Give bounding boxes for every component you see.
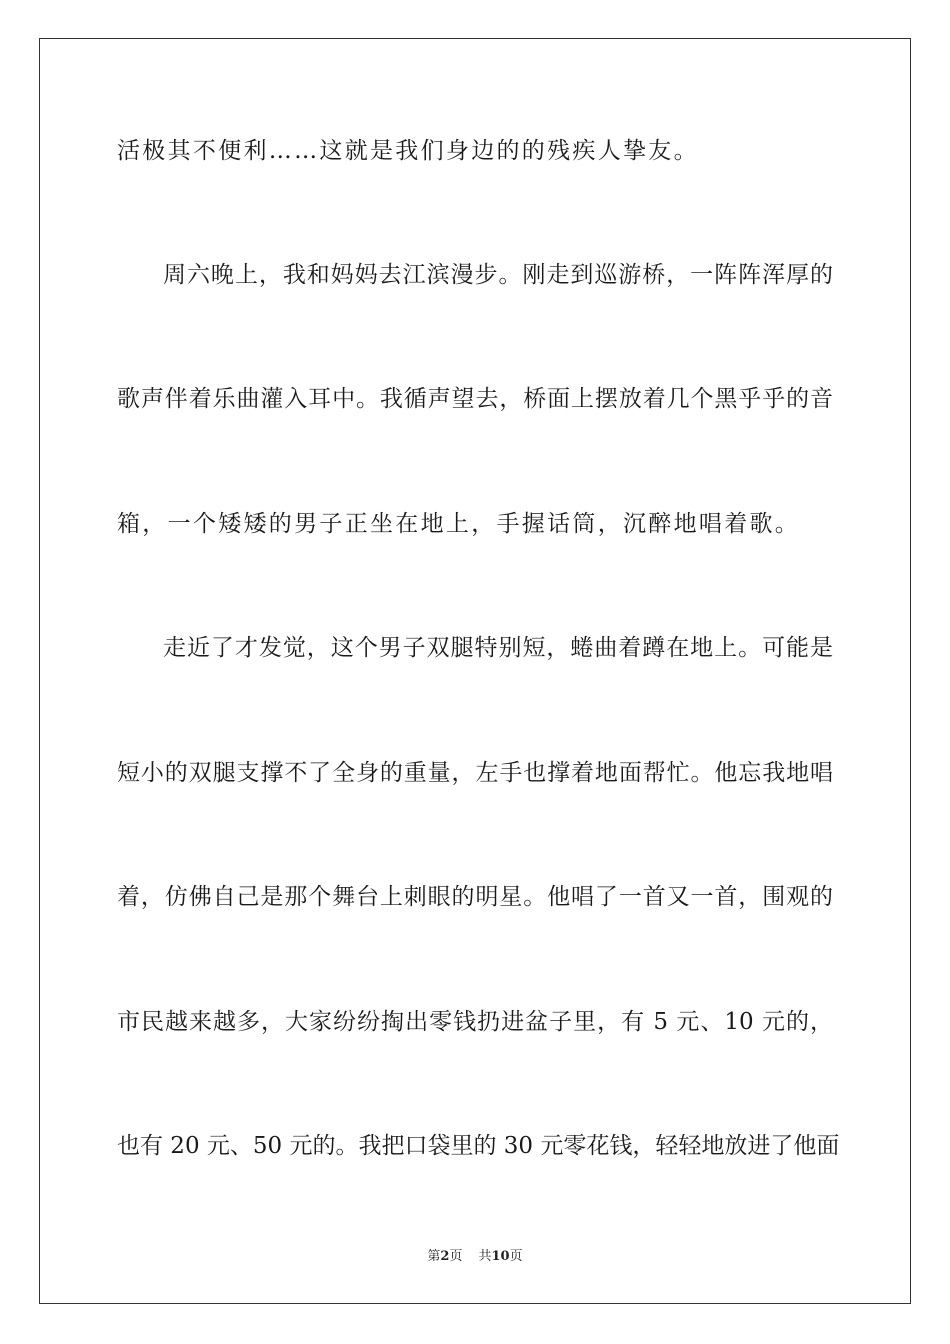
paragraph-line-4: 箱，一个矮矮的男子正坐在地上，手握话筒，沉醉地唱着歌。 [117, 511, 801, 537]
paragraph-line-5: 走近了才发觉，这个男子双腿特别短，蜷曲着蹲在地上。可能是 [163, 635, 833, 661]
paragraph-line-1: 活极其不便利……这就是我们身边的的残疾人挚友。 [117, 138, 699, 164]
paragraph-line-6: 短小的双腿支撑不了全身的重量，左手也撑着地面帮忙。他忘我地唱 [117, 760, 833, 786]
paragraph-line-8: 市民越来越多，大家纷纷掏出零钱扔进盆子里，有 5 元、10 元的， [117, 1009, 833, 1035]
page-suffix: 页 [449, 1249, 463, 1264]
paragraph-line-2: 周六晚上，我和妈妈去江滨漫步。刚走到巡游桥，一阵阵浑厚的 [163, 262, 833, 288]
page-footer [0, 1248, 950, 1266]
paragraph-line-3: 歌声伴着乐曲灌入耳中。我循声望去，桥面上摆放着几个黑乎乎的音 [117, 386, 833, 412]
paragraph-line-7: 着，仿佛自己是那个舞台上刺眼的明星。他唱了一首又一首，围观的 [117, 884, 833, 910]
paragraph-line-9: 也有 20 元、50 元的。我把口袋里的 30 元零花钱，轻轻地放进了他面 [117, 1133, 840, 1159]
total-suffix: 页 [509, 1249, 523, 1264]
page-number: 2 [440, 1249, 450, 1264]
total-prefix: 共 [478, 1249, 492, 1264]
page-border [39, 38, 911, 1304]
total-pages: 10 [491, 1249, 510, 1264]
page-prefix: 第 [427, 1249, 441, 1264]
